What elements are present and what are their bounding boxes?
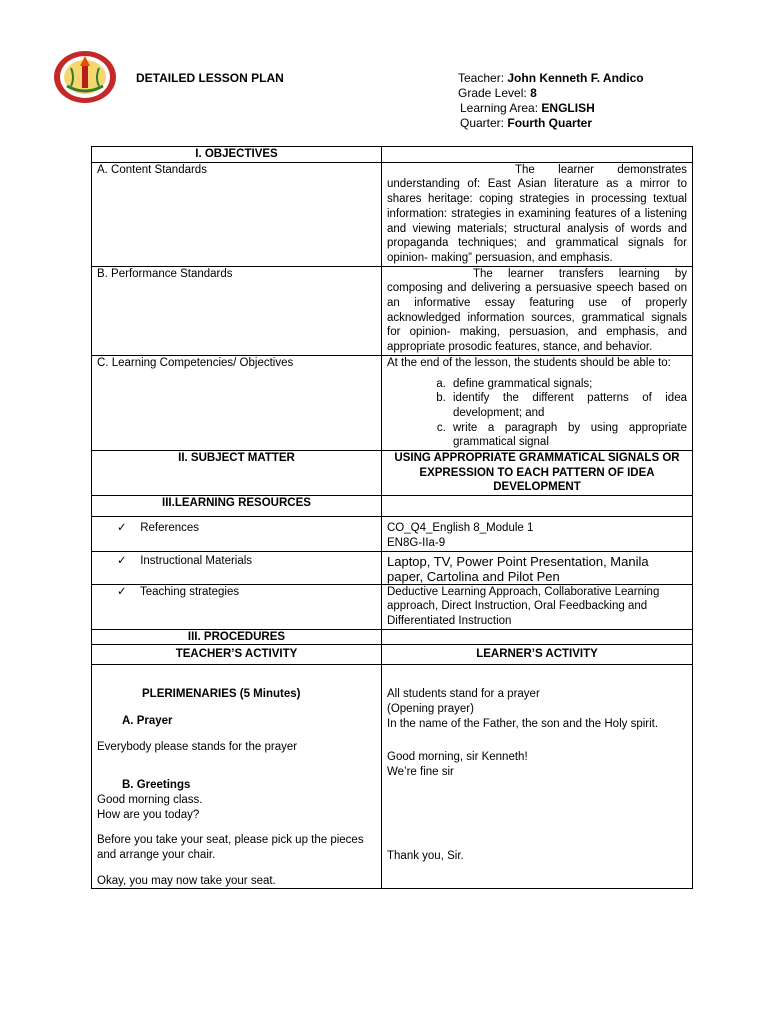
- activity-content-row: [92, 665, 693, 889]
- references-line-2: EN8G-IIa-9: [387, 536, 446, 549]
- activity-columns-row: [92, 645, 693, 665]
- teacher-line: [458, 71, 644, 86]
- seat-permission: Okay, you may now take your seat.: [97, 874, 276, 887]
- subject-matter-row: [92, 451, 693, 496]
- greetings-heading: B. Greetings: [122, 779, 191, 792]
- learner-response-4: Good morning, sir Kenneth!: [387, 751, 528, 764]
- prayer-instruction: Everybody please stands for the prayer: [97, 740, 298, 753]
- materials-row: [92, 551, 693, 584]
- learner-response-1: All students stand for a prayer: [387, 688, 540, 701]
- references-line-1: CO_Q4_English 8_Module 1: [387, 522, 534, 535]
- learner-response-6: Thank you, Sir.: [387, 849, 464, 862]
- quarter-value: Fourth Quarter: [507, 116, 593, 130]
- materials-value: Laptop, TV, Power Point Presentation, Manila paper, Cartolina and Pilot Pen: [382, 551, 693, 584]
- list-item: a. define grammatical signals;: [449, 377, 687, 392]
- checkmark-icon: ✓: [117, 522, 127, 535]
- seat-instruction: Before you take your seat, please pick up the pieces and arrange your chair.: [97, 834, 364, 862]
- learning-resources-heading: III.LEARNING RESOURCES: [92, 496, 382, 517]
- grade-line: [458, 86, 537, 101]
- checkmark-icon: ✓: [117, 585, 127, 598]
- competencies-intro: At the end of the lesson, the students should be able to:: [387, 356, 671, 369]
- teacher-activity-heading: TEACHER’S ACTIVITY: [92, 645, 382, 665]
- performance-standards-row: [92, 266, 693, 355]
- references-row: [92, 517, 693, 551]
- quarter-label: Quarter:: [460, 116, 505, 130]
- subject-matter-heading: II. SUBJECT MATTER: [92, 451, 382, 496]
- learner-response-2: (Opening prayer): [387, 702, 474, 715]
- performance-standards-text: The learner transfers learning by composing and delivering a persuasive speech based on an informative essay featuring use of properly acknowledged information sources, grammatical signals for opinion- making, persuasion, and emphasis, and appropriate prosodic features, stance, and behavior.: [382, 266, 693, 355]
- teacher-value: John Kenneth F. Andico: [507, 71, 644, 85]
- content-standards-row: [92, 162, 693, 266]
- greeting-line-2: How are you today?: [97, 808, 200, 821]
- competencies-list: [387, 377, 687, 451]
- subject-matter-value: USING APPROPRIATE GRAMMATICAL SIGNALS OR EXPRESSION TO EACH PATTERN OF IDEA DEVELOPMENT: [382, 451, 693, 496]
- quarter-line: [460, 116, 592, 131]
- learner-activity-heading: LEARNER’S ACTIVITY: [382, 645, 693, 665]
- lesson-plan-table: [91, 146, 693, 889]
- checkmark-icon: ✓: [117, 554, 127, 567]
- references-value-cell: [382, 517, 693, 551]
- teacher-activity-cell: [92, 665, 382, 889]
- prayer-heading: A. Prayer: [122, 714, 173, 727]
- list-item: b. identify the different patterns of idea development; and: [449, 391, 687, 420]
- performance-standards-label: B. Performance Standards: [92, 266, 382, 355]
- objectives-heading: I. OBJECTIVES: [92, 147, 382, 163]
- strategies-value: Deductive Learning Approach, Collaborative Learning approach, Direct Instruction, Oral Feedbacking and Differentiated Instruction: [382, 584, 693, 629]
- strategies-row: [92, 584, 693, 629]
- materials-label-cell: [92, 551, 382, 584]
- procedures-heading: III. PROCEDURES: [92, 629, 382, 645]
- references-label: References: [140, 522, 200, 535]
- learner-activity-cell: [382, 665, 693, 889]
- greeting-line-1: Good morning class.: [97, 793, 203, 806]
- area-label: Learning Area:: [460, 101, 539, 115]
- competencies-label: C. Learning Competencies/ Objectives: [92, 355, 382, 450]
- content-standards-label: A. Content Standards: [92, 162, 382, 266]
- competencies-cell: [382, 355, 693, 450]
- teacher-label: Teacher:: [458, 71, 505, 85]
- strategies-label-cell: [92, 584, 382, 629]
- materials-label: Instructional Materials: [140, 554, 253, 567]
- document-title: DETAILED LESSON PLAN: [136, 71, 284, 85]
- preliminaries-heading: PLERIMENARIES (5 Minutes): [142, 688, 301, 701]
- area-value: ENGLISH: [541, 101, 595, 115]
- grade-label: Grade Level:: [458, 86, 527, 100]
- objectives-heading-row: [92, 147, 693, 163]
- list-item: c. write a paragraph by using appropriate grammatical signal: [449, 421, 687, 450]
- strategies-label: Teaching strategies: [140, 585, 240, 598]
- learner-response-3: In the name of the Father, the son and the Holy spirit.: [387, 717, 659, 730]
- learner-response-5: We’re fine sir: [387, 765, 454, 778]
- competencies-row: [92, 355, 693, 450]
- area-line: [460, 101, 595, 116]
- grade-value: 8: [530, 86, 537, 100]
- school-seal-logo: [53, 50, 117, 104]
- learning-resources-row: [92, 496, 693, 517]
- procedures-heading-row: [92, 629, 693, 645]
- content-standards-text: The learner demonstrates understanding of: East Asian literature as a mirror to shares heritage: coping strategies in processing textual information: strategies in examining features of a listening and viewing materials; structural analysis of words and propaganda techniques; and grammatical signals for opinion- making” persuasion, and emphasis.: [382, 162, 693, 266]
- references-label-cell: [92, 517, 382, 551]
